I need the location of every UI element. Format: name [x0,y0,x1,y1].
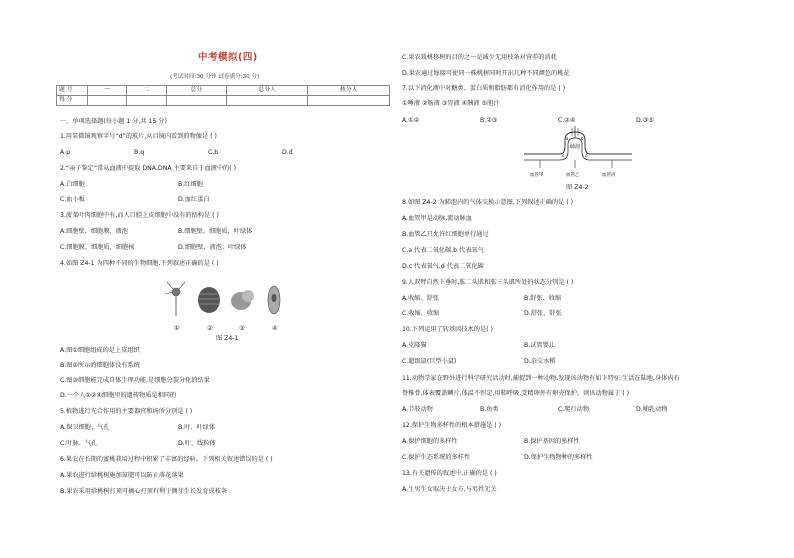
table-cell [308,96,390,106]
figure-label: ④ [272,325,278,332]
table-cell [166,96,226,106]
figure-label: ② [207,325,213,332]
option-c: C.爬行动物 [558,406,590,413]
table-cell: 总分 [166,86,226,96]
question-13: 13.有关遗传的叙述中,正确的是 ( ) [402,470,497,477]
figure-z4-1 [164,274,294,326]
question-11-cont: 脊椎骨,体表覆盖鳞片,体温不恒定,用肺呼吸,受精卵外有卵壳保护。则该动物属于 ( ) [402,390,630,397]
epithelial-cells-image [198,287,220,313]
option-b: B.②③ [480,117,498,124]
option-c: C.b [208,149,219,156]
option-b: B.q [134,149,145,156]
table-cell [88,96,127,106]
table-cell: 总分人 [227,86,308,96]
figure-label: d [585,153,588,158]
option-a: A.收缩、舒张 [402,295,440,302]
option-d: D.c 代表氧气,d 代表二氧化碳 [402,263,484,270]
option-c: C.②④ [558,117,576,124]
page-title: 中考模拟(四) [198,52,258,63]
option-d: D.③⑤ [636,117,654,124]
option-c: C.收缩、收缩 [402,310,440,317]
question-10: 10.下列运用了转基因技术的是( ) [402,326,493,333]
question-2: 2.“亲子鉴定”常从血液中提取 DNA,DNA 主要来自于血液中的( ) [60,165,237,172]
question-4: 4.如图 Z4-1 为四种不同的生物细胞,下列叙述正确的是 ( ) [60,260,219,267]
figure-label: 血管丙 [602,173,616,178]
figure-z4-2 [520,126,640,182]
option-b: B.果农采用给桃树打顶可摘心打顶有利于侧芽生长发育成枝条 [60,488,228,495]
option-d: D.细胞壁、液泡、叶绿体 [178,244,247,251]
option-a: A.节肢动物 [402,406,433,413]
option-b: B.试管婴儿 [524,342,555,349]
score-table-row [57,96,390,106]
tissue-cluster-image [231,290,254,310]
option-d: D.血红蛋白 [178,196,210,203]
option-a: A.血管甲是动脉,流动脉血 [402,215,472,222]
figure-caption: 图 Z4-1 [216,335,239,342]
exam-info: (考试时间:30 分钟 试卷满分:30 分) [170,74,260,80]
table-cell: 核分人 [308,86,390,96]
option-d: D.叶、线粒体 [178,440,216,447]
option-b: B.保护基因的多样性 [524,438,580,445]
neuron-cell-image [166,282,185,316]
figure-label: ① [174,325,180,332]
section-heading: 一、单项选择题(每小题 1 分,共 15 分) [60,118,167,125]
option-a: A.克隆猫 [402,342,427,349]
figure-label: b [581,136,584,141]
option-d: D.保护生物物种的多样性 [524,454,593,461]
option-d: D.果农通过嫁接可使同一株桃树同时开出几种不同颜色的桃花 [402,70,570,77]
question-12: 12.保护生物多样性的根本措施是 ( ) [402,422,502,429]
figure-label: 血管乙 [566,173,580,178]
question-8: 8.如图 Z4-2 为肺泡内的气体交换示意图,下列叙述正确的是 ( ) [402,199,574,206]
option-c: C.叶脉、气孔 [60,440,98,447]
option-c: C.超级鼠(巨型小鼠) [402,358,457,365]
option-c: C.a 代表二氧化碳,b 代表氧气 [402,247,484,254]
table-cell [127,96,166,106]
paramecium-image [268,286,280,314]
option-b: B.图②所示的细胞体没有系统 [60,362,140,369]
option-c: C.血小板 [60,196,85,203]
option-a: A.细胞壁、细胞膜、液泡 [60,228,128,235]
option-b: B.舒张、收缩 [524,295,562,302]
option-d: D.d [282,149,293,156]
option-d: D.杂交水稻 [524,358,556,365]
question-5: 5.植物进行光合作用的主要器官和场所分别是 ( ) [60,408,193,415]
figure-label: ③ [239,325,245,332]
option-c: C.果农栽桃移树的目的之一是减少无用枝条对营养的消耗 [402,54,557,61]
table-cell: 题 号 [57,86,88,96]
question-11: 11.动物学家在野外进行科学研究活动时,捕捉到一种动物,发现该动物有如下特征:生活在陆地,身体内有 [402,375,680,382]
option-b: B.鱼类 [480,406,499,413]
option-b: B.叶、叶绿体 [178,424,216,431]
option-a: A.果农进行给桃树施加氮肥可以防止落花落果 [60,472,184,479]
option-a: A.白细胞 [60,181,85,188]
option-a: A.生男生女取决于女方,与男性无关 [402,486,497,493]
option-c: C.图③细胞能完成自体生理功能,是细胞分裂分化的结果 [60,377,210,384]
option-d: D.哺乳动物 [636,406,668,413]
option-a: A.p [60,149,71,156]
figure-label: 血管甲 [530,173,544,178]
option-c: C.保护生态系统的多样性 [402,454,471,461]
table-cell: 二 [127,86,166,96]
figure-label: a [566,136,569,141]
table-cell: 一 [88,86,127,96]
option-a: A.保卫细胞、气孔 [60,424,110,431]
figure-label: 肺泡 [570,144,581,150]
option-c: C.细胞膜、细胞质、细胞核 [60,244,135,251]
question-7: 7.以下消化液中对糖类、蛋白质和脂肪都有消化作用的是 ( ) [402,85,566,92]
table-cell [227,96,308,106]
question-3: 3.菠菜叶肉细胞中有,而人口腔上皮细胞中没有的结构是 ( ) [60,212,219,219]
question-9: 9.人双臂自然下垂时,肱二头肌和肱三头肌所处的状态分别是 ( ) [402,279,574,286]
option-b: B.细胞壁、细胞质、叶绿体 [178,228,253,235]
option-a: A.保护细胞的多样性 [402,438,458,445]
question-6: 6.果农在长期的蜜桃栽培过程中积累了丰富的经验。下列相关叙述错误的是 ( ) [60,456,273,463]
question-1: 1.用显微镜观察字号“d”的玻片,从目镜内看到的物像是 ( ) [60,133,217,140]
option-a: A.图①细胞组成的是上皮组织 [60,347,140,354]
option-d: D.舒张、舒张 [524,310,562,317]
question-7-items: ①唾液 ②肠液 ③胃液 ④胰液 ⑤胆汁 [402,100,500,107]
table-cell: 得 分 [57,96,88,106]
figure-caption: 图 Z4-2 [566,184,589,191]
figure-label: c [562,153,565,158]
option-d: D.一个人①②④细胞里的遗传物质是相同的 [60,392,177,399]
option-b: B.红细胞 [178,181,203,188]
option-b: B.血管乙只允许红细胞单行通过 [402,231,489,238]
score-table-row [57,86,390,96]
score-table [56,85,390,106]
option-a: A.①② [402,117,420,124]
